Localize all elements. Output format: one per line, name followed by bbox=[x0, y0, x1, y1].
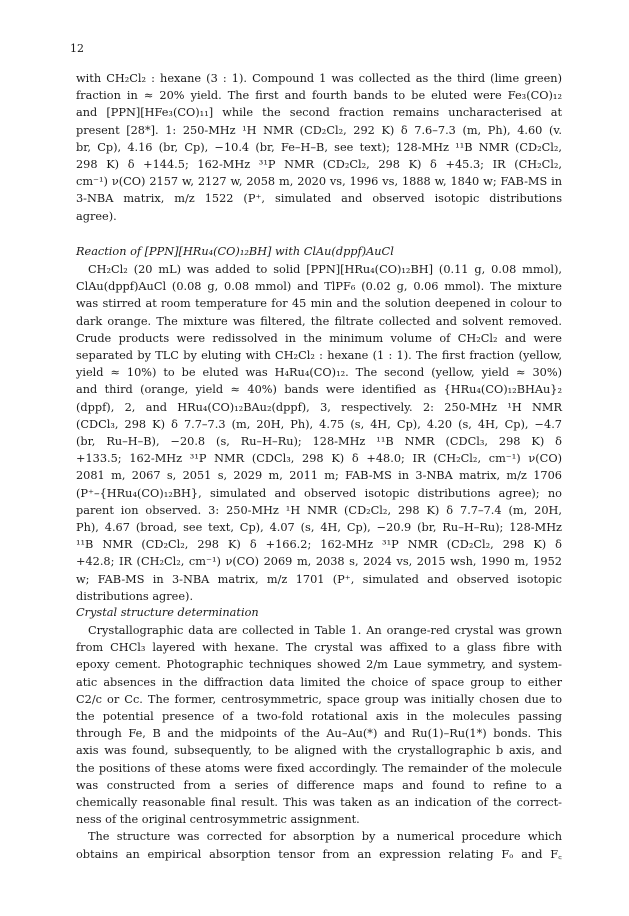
text-line: and third (orange, yield ≈ 40%) bands were identified as {HRu₄(CO)₁₂BHAu}₂ bbox=[76, 383, 562, 397]
text-line: The structure was corrected for absorption by a numerical procedure which bbox=[88, 830, 562, 844]
text-line: cm⁻¹) ν(CO) 2157 w, 2127 w, 2058 m, 2020 vs, 1996 vs, 1888 w, 1840 w; FAB-MS in bbox=[76, 175, 562, 189]
text-line: Crystallographic data are collected in Table 1. An orange-red crystal was grown bbox=[88, 624, 562, 637]
text-line: obtains an empirical absorption tensor from an expression relating Fₒ and F꜀ bbox=[76, 847, 562, 861]
text-line: chemically reasonable final result. This was taken as an indication of the correct- bbox=[76, 796, 562, 810]
text-line: w; FAB-MS in 3-NBA matrix, m/z 1701 (P⁺, simulated and observed isotopic bbox=[76, 572, 562, 586]
text-line: (br, Ru–H–B), −20.8 (s, Ru–H–Ru); 128-MHz ¹¹B NMR (CDCl₃, 298 K) δ bbox=[76, 435, 562, 449]
text-line: ¹¹B NMR (CD₂Cl₂, 298 K) δ +166.2; 162-MHz ³¹P NMR (CD₂Cl₂, 298 K) δ bbox=[76, 538, 562, 552]
text-line: ness of the original centrosymmetric assignment. bbox=[76, 813, 360, 827]
text-line: 298 K) δ +144.5; 162-MHz ³¹P NMR (CD₂Cl₂, 298 K) δ +45.3; IR (CH₂Cl₂, bbox=[76, 158, 562, 172]
text-line: and [PPN][HFe₃(CO)₁₁] while the second fraction remains uncharacterised at bbox=[76, 106, 562, 120]
text-line: 3-NBA matrix, m/z 1522 (P⁺, simulated and observed isotopic distributions bbox=[76, 192, 562, 206]
text-line: from CHCl₃ layered with hexane. The crystal was affixed to a glass fibre with bbox=[76, 641, 562, 655]
text-line: Ph), 4.67 (broad, see text, Cp), 4.07 (s, 4H, Cp), −20.9 (br, Ru–H–Ru); 128-MHz bbox=[76, 521, 562, 535]
text-line: yield ≈ 10%) to be eluted was H₄Ru₄(CO)₁₂. The second (yellow, yield ≈ 30%) bbox=[76, 366, 562, 380]
text-line: 2081 m, 2067 s, 2051 s, 2029 m, 2011 m; FAB-MS in 3-NBA matrix, m/z 1706 bbox=[76, 469, 562, 483]
text-line: C2/c or Cc. The former, centrosymmetric, space group was initially chosen due to bbox=[76, 692, 562, 706]
text-line: the positions of these atoms were fixed accordingly. The remainder of the molecule bbox=[76, 761, 562, 775]
section-heading-crystal-structure: Crystal structure determination bbox=[76, 606, 259, 619]
text-line: was stirred at room temperature for 45 min and the solution deepened in colour to bbox=[76, 297, 562, 311]
text-line: +133.5; 162-MHz ³¹P NMR (CDCl₃, 298 K) δ +48.0; IR (CH₂Cl₂, cm⁻¹) ν(CO) bbox=[76, 452, 562, 466]
section-heading-reaction: Reaction of [PPN][HRu₄(CO)₁₂BH] with ClAu(dppf)AuCl bbox=[76, 245, 394, 258]
text-line: (P⁺–{HRu₄(CO)₁₂BH}, simulated and observed isotopic distributions agree); no bbox=[76, 486, 562, 500]
text-line: distributions agree). bbox=[76, 589, 194, 603]
text-line: fraction in ≈ 20% yield. The first and fourth bands to be eluted were Fe₃(CO)₁₂ bbox=[76, 89, 562, 103]
text-line: ClAu(dppf)AuCl (0.08 g, 0.08 mmol) and TlPF₆ (0.02 g, 0.06 mmol). The mixture bbox=[76, 280, 562, 294]
text-line: through Fe, B and the midpoints of the Au–Au(*) and Ru(1)–Ru(1*) bonds. This bbox=[76, 727, 562, 741]
text-line: CH₂Cl₂ (20 mL) was added to solid [PPN][HRu₄(CO)₁₂BH] (0.11 g, 0.08 mmol), bbox=[88, 263, 562, 276]
text-line: the potential presence of a two-fold rotational axis in the molecules passing bbox=[76, 710, 562, 724]
text-line: br, Cp), 4.16 (br, Cp), −10.4 (br, Fe–H–B, see text); 128-MHz ¹¹B NMR (CD₂Cl₂, bbox=[76, 140, 562, 154]
text-line: (dppf), 2, and HRu₄(CO)₁₂BAu₂(dppf), 3, respectively. 2: 250-MHz ¹H NMR bbox=[76, 400, 562, 414]
crystal-structure-paragraph bbox=[76, 622, 562, 863]
text-line: present [28*]. 1: 250-MHz ¹H NMR (CD₂Cl₂, 292 K) δ 7.6–7.3 (m, Ph), 4.60 (v. bbox=[76, 123, 562, 137]
text-line: +42.8; IR (CH₂Cl₂, cm⁻¹) ν(CO) 2069 m, 2038 s, 2024 vs, 2015 wsh, 1990 m, 1952 bbox=[76, 555, 562, 569]
text-line: separated by TLC by eluting with CH₂Cl₂ : hexane (1 : 1). The first fraction (yellow, bbox=[76, 349, 562, 363]
text-line: with CH₂Cl₂ : hexane (3 : 1). Compound 1 was collected as the third (lime green) bbox=[76, 72, 562, 85]
text-line: Crude products were redissolved in the minimum volume of CH₂Cl₂ and were bbox=[76, 331, 562, 345]
text-line: (CDCl₃, 298 K) δ 7.7–7.3 (m, 20H, Ph), 4.75 (s, 4H, Cp), 4.20 (s, 4H, Cp), −4.7 bbox=[76, 417, 562, 431]
page-number: 12 bbox=[70, 42, 84, 55]
text-line: parent ion observed. 3: 250-MHz ¹H NMR (CD₂Cl₂, 298 K) δ 7.7–7.4 (m, 20H, bbox=[76, 503, 562, 517]
experimental-paragraph-reaction bbox=[76, 261, 562, 605]
text-line: was constructed from a series of difference maps and found to refine to a bbox=[76, 778, 562, 792]
text-line: agree). bbox=[76, 209, 117, 223]
text-line: atic absences in the diffraction data limited the choice of space group to either bbox=[76, 675, 562, 689]
experimental-paragraph-compound-1 bbox=[76, 70, 562, 225]
text-line: dark orange. The mixture was filtered, the filtrate collected and solvent removed. bbox=[76, 314, 562, 328]
text-line: epoxy cement. Photographic techniques showed 2/m Laue symmetry, and system- bbox=[76, 658, 562, 672]
text-line: axis was found, subsequently, to be aligned with the crystallographic b axis, and bbox=[76, 744, 562, 758]
